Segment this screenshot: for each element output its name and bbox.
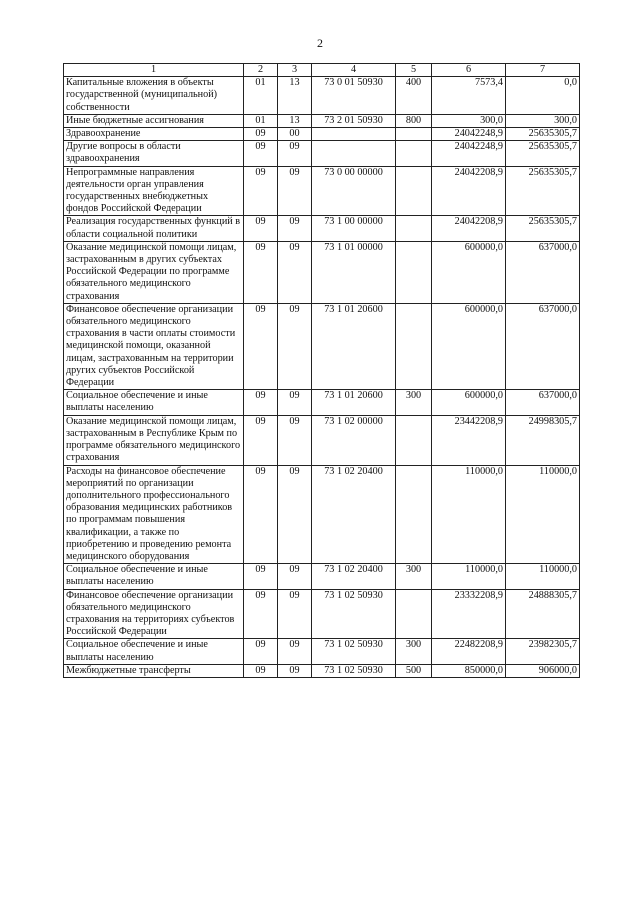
row-target-article: 73 1 02 50930 [312, 589, 396, 639]
row-name: Капитальные вложения в объекты государственной (муниципальной) собственности [64, 77, 244, 115]
row-target-article: 73 1 02 20400 [312, 465, 396, 564]
page-number: 2 [317, 36, 323, 50]
row-amount-year2: 25635305,7 [506, 128, 580, 141]
budget-table [63, 63, 580, 678]
row-subsection: 09 [278, 639, 312, 664]
row-expense-type: 500 [396, 664, 432, 677]
row-target-article [312, 141, 396, 166]
row-section: 09 [244, 128, 278, 141]
row-amount-year1: 23332208,9 [432, 589, 506, 639]
table-row [64, 589, 580, 639]
table-row [64, 415, 580, 465]
table-row [64, 390, 580, 415]
row-name: Непрограммные направления деятельности орган управления государственных внебюджетных фондов Российской Федерации [64, 166, 244, 216]
col-header-subsection: 3 [278, 64, 312, 77]
row-section: 09 [244, 664, 278, 677]
table-row [64, 141, 580, 166]
row-subsection: 09 [278, 390, 312, 415]
row-target-article: 73 1 01 20600 [312, 390, 396, 415]
row-expense-type: 800 [396, 114, 432, 127]
row-amount-year1: 600000,0 [432, 303, 506, 389]
row-subsection: 09 [278, 303, 312, 389]
row-section: 09 [244, 415, 278, 465]
table-row [64, 303, 580, 389]
row-amount-year2: 110000,0 [506, 465, 580, 564]
row-name: Расходы на финансовое обеспечение мероприятий по организации дополнительного профессионального образования медицинских работников по программам повышения квалификации, а также по приобретению и проведению ремонта медицинского оборудования [64, 465, 244, 564]
row-section: 09 [244, 216, 278, 241]
table-row [64, 114, 580, 127]
row-amount-year1: 110000,0 [432, 465, 506, 564]
row-expense-type [396, 589, 432, 639]
row-amount-year2: 25635305,7 [506, 166, 580, 216]
row-name: Социальное обеспечение и иные выплаты населению [64, 639, 244, 664]
row-expense-type: 300 [396, 639, 432, 664]
row-expense-type [396, 465, 432, 564]
row-section: 01 [244, 77, 278, 115]
col-header-amount-year1: 6 [432, 64, 506, 77]
row-amount-year1: 850000,0 [432, 664, 506, 677]
row-section: 09 [244, 241, 278, 303]
table-row [64, 465, 580, 564]
table-row [64, 166, 580, 216]
row-amount-year1: 24042208,9 [432, 166, 506, 216]
row-amount-year1: 24042248,9 [432, 141, 506, 166]
row-name: Здравоохранение [64, 128, 244, 141]
col-header-name: 1 [64, 64, 244, 77]
row-amount-year2: 0,0 [506, 77, 580, 115]
row-target-article: 73 1 01 00000 [312, 241, 396, 303]
row-subsection: 09 [278, 664, 312, 677]
row-amount-year2: 906000,0 [506, 664, 580, 677]
row-amount-year2: 637000,0 [506, 303, 580, 389]
table-row [64, 216, 580, 241]
row-target-article: 73 0 01 50930 [312, 77, 396, 115]
row-section: 09 [244, 303, 278, 389]
row-name: Социальное обеспечение и иные выплаты населению [64, 390, 244, 415]
row-subsection: 09 [278, 465, 312, 564]
row-subsection: 13 [278, 77, 312, 115]
table-row [64, 77, 580, 115]
col-header-amount-year2: 7 [506, 64, 580, 77]
row-amount-year1: 600000,0 [432, 390, 506, 415]
row-section: 09 [244, 639, 278, 664]
row-name: Социальное обеспечение и иные выплаты населению [64, 564, 244, 589]
row-name: Оказание медицинской помощи лицам, застрахованным в Республике Крым по программе обязательного медицинского страхования [64, 415, 244, 465]
row-amount-year2: 23982305,7 [506, 639, 580, 664]
row-amount-year1: 22482208,9 [432, 639, 506, 664]
row-target-article: 73 1 02 50930 [312, 664, 396, 677]
row-subsection: 13 [278, 114, 312, 127]
row-amount-year2: 24998305,7 [506, 415, 580, 465]
row-amount-year1: 110000,0 [432, 564, 506, 589]
row-amount-year1: 7573,4 [432, 77, 506, 115]
row-subsection: 00 [278, 128, 312, 141]
col-header-section: 2 [244, 64, 278, 77]
row-amount-year2: 110000,0 [506, 564, 580, 589]
row-section: 09 [244, 166, 278, 216]
table-row [64, 564, 580, 589]
row-amount-year2: 25635305,7 [506, 141, 580, 166]
row-name: Иные бюджетные ассигнования [64, 114, 244, 127]
row-subsection: 09 [278, 166, 312, 216]
row-name: Оказание медицинской помощи лицам, застрахованным в других субъектах Российской Федерации по программе обязательного медицинского страхования [64, 241, 244, 303]
row-amount-year1: 300,0 [432, 114, 506, 127]
header-row [64, 64, 580, 77]
row-subsection: 09 [278, 564, 312, 589]
row-subsection: 09 [278, 141, 312, 166]
row-expense-type: 300 [396, 564, 432, 589]
row-subsection: 09 [278, 415, 312, 465]
row-amount-year2: 637000,0 [506, 241, 580, 303]
row-expense-type [396, 166, 432, 216]
row-target-article: 73 0 00 00000 [312, 166, 396, 216]
col-header-expense-type: 5 [396, 64, 432, 77]
row-amount-year2: 24888305,7 [506, 589, 580, 639]
row-expense-type [396, 415, 432, 465]
table-row [64, 128, 580, 141]
row-expense-type [396, 128, 432, 141]
row-section: 09 [244, 390, 278, 415]
row-target-article: 73 1 00 00000 [312, 216, 396, 241]
row-amount-year2: 25635305,7 [506, 216, 580, 241]
row-amount-year1: 24042208,9 [432, 216, 506, 241]
row-name: Межбюджетные трансферты [64, 664, 244, 677]
row-section: 01 [244, 114, 278, 127]
row-expense-type [396, 303, 432, 389]
row-target-article [312, 128, 396, 141]
row-section: 09 [244, 465, 278, 564]
table-row [64, 639, 580, 664]
col-header-target-article: 4 [312, 64, 396, 77]
row-target-article: 73 2 01 50930 [312, 114, 396, 127]
row-subsection: 09 [278, 216, 312, 241]
row-amount-year1: 23442208,9 [432, 415, 506, 465]
row-section: 09 [244, 141, 278, 166]
row-target-article: 73 1 02 50930 [312, 639, 396, 664]
row-amount-year1: 600000,0 [432, 241, 506, 303]
row-section: 09 [244, 589, 278, 639]
row-amount-year2: 300,0 [506, 114, 580, 127]
row-amount-year1: 24042248,9 [432, 128, 506, 141]
row-subsection: 09 [278, 589, 312, 639]
row-name: Финансовое обеспечение организации обязательного медицинского страхования в части оплаты стоимости медицинской помощи, оказанной лицам, застрахованным на территории других субъектов Российской Федерации [64, 303, 244, 389]
row-subsection: 09 [278, 241, 312, 303]
row-target-article: 73 1 02 20400 [312, 564, 396, 589]
table-row [64, 664, 580, 677]
row-expense-type [396, 216, 432, 241]
row-target-article: 73 1 01 20600 [312, 303, 396, 389]
row-name: Другие вопросы в области здравоохранения [64, 141, 244, 166]
row-expense-type [396, 141, 432, 166]
row-amount-year2: 637000,0 [506, 390, 580, 415]
table-row [64, 241, 580, 303]
row-name: Финансовое обеспечение организации обязательного медицинского страхования на территориях субъектов Российской Федерации [64, 589, 244, 639]
row-section: 09 [244, 564, 278, 589]
row-target-article: 73 1 02 00000 [312, 415, 396, 465]
row-expense-type [396, 241, 432, 303]
row-expense-type: 300 [396, 390, 432, 415]
row-name: Реализация государственных функций в области социальной политики [64, 216, 244, 241]
row-expense-type: 400 [396, 77, 432, 115]
